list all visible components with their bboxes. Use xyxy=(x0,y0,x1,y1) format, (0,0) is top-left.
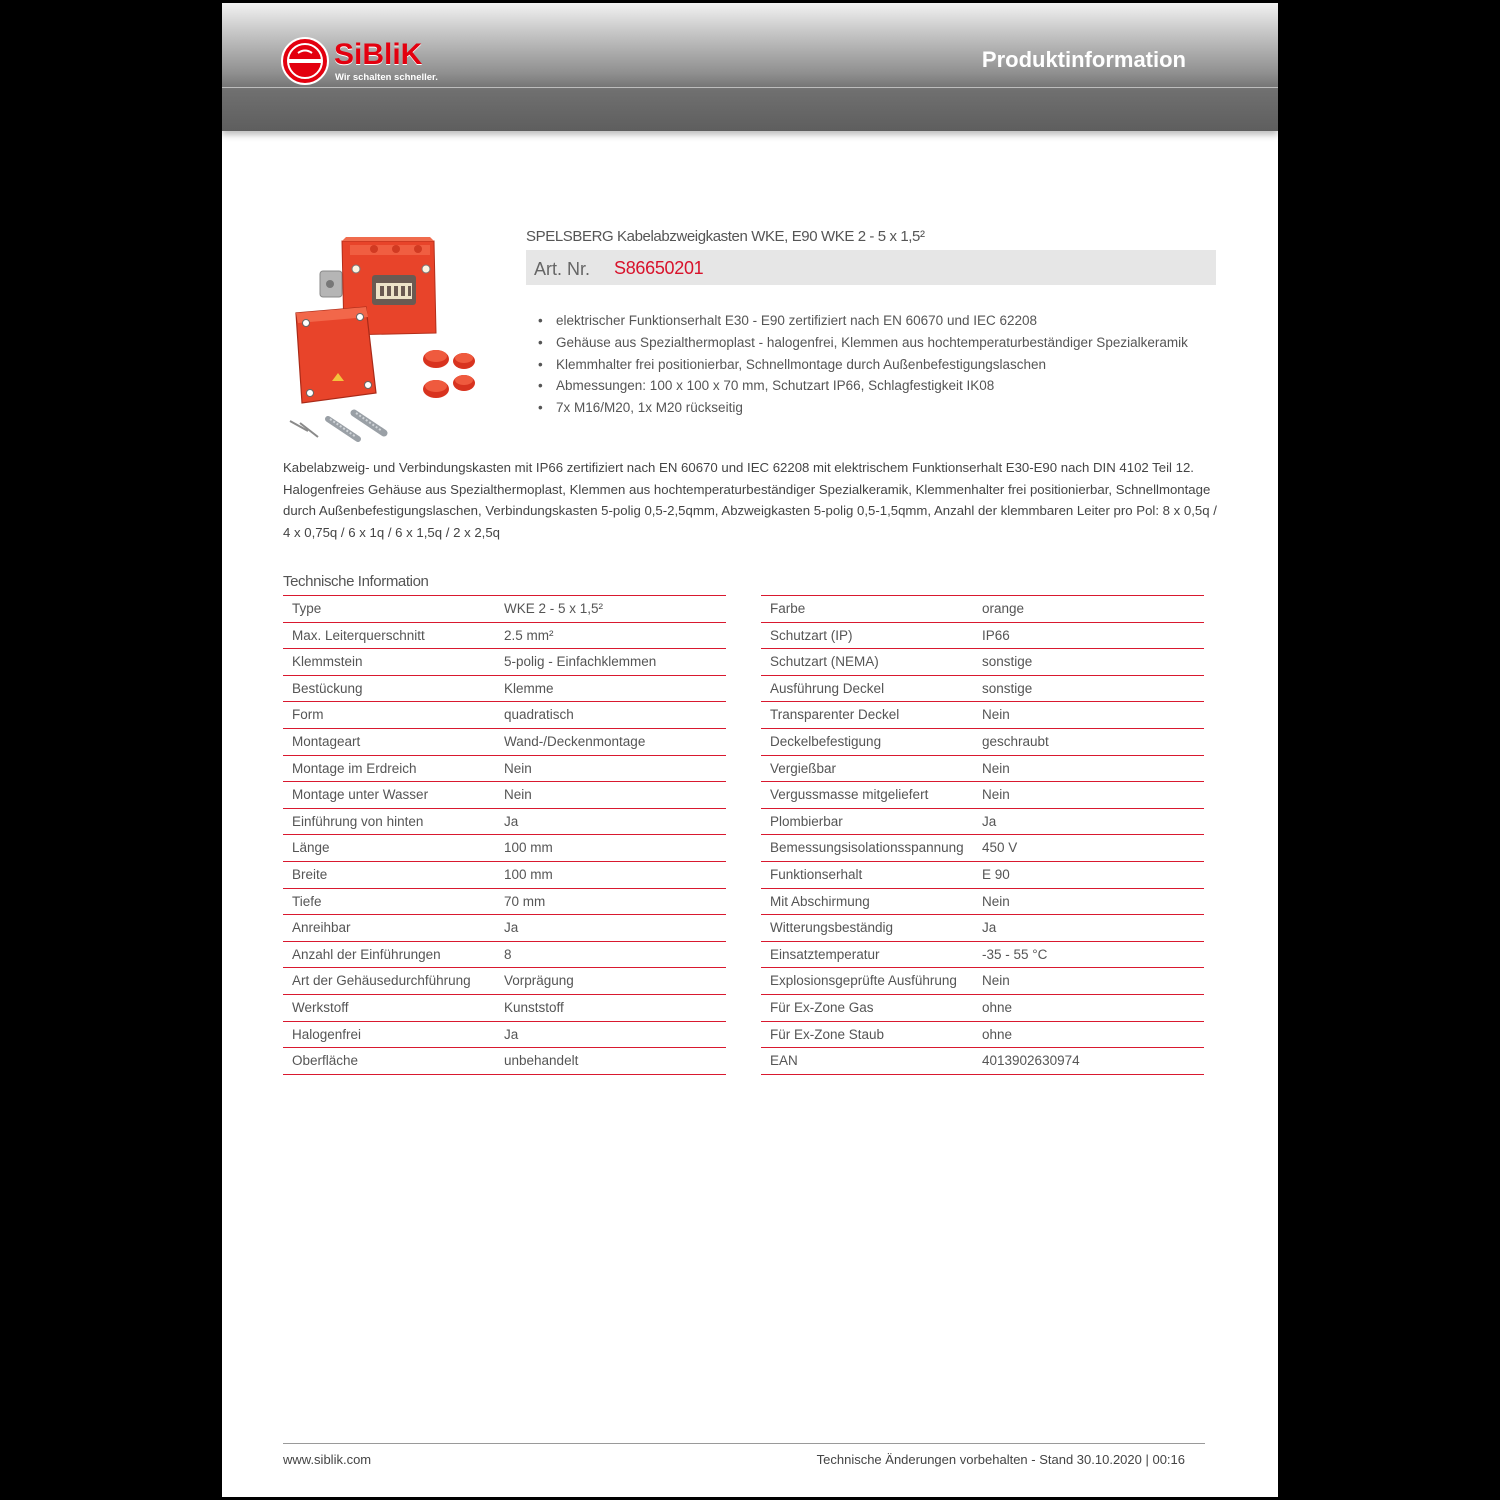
spec-label: Breite xyxy=(292,866,328,882)
spec-label: Tiefe xyxy=(292,893,322,909)
feature-list xyxy=(538,310,1188,419)
spec-value: 100 mm xyxy=(504,866,553,882)
spec-label: Schutzart (NEMA) xyxy=(770,654,879,670)
feature-item: • Klemmhalter frei positionierbar, Schnellmontage durch Außenbefestigungslaschen xyxy=(538,354,1188,376)
spec-label: Montage im Erdreich xyxy=(292,760,417,776)
spec-value: Nein xyxy=(982,893,1010,909)
spec-label: Plombierbar xyxy=(770,813,843,829)
spec-label: Farbe xyxy=(770,601,806,616)
spec-row xyxy=(283,808,726,835)
spec-label: Explosionsgeprüfte Ausführung xyxy=(770,973,957,989)
spec-row xyxy=(761,808,1204,835)
spec-value: geschraubt xyxy=(982,733,1049,749)
spec-label: Einsatztemperatur xyxy=(770,946,880,962)
spec-row xyxy=(283,834,726,861)
spec-row xyxy=(283,622,726,649)
footer-website: www.siblik.com xyxy=(283,1452,372,1467)
spec-label: Bestückung xyxy=(292,680,363,696)
spec-value: Nein xyxy=(982,707,1010,723)
logo-brand-text: SiBliK xyxy=(334,38,423,71)
feature-item: • Abmessungen: 100 x 100 x 70 mm, Schutzart IP66, Schlagfestigkeit IK08 xyxy=(538,375,1188,397)
article-number-value: S86650201 xyxy=(614,258,704,278)
spec-value: Nein xyxy=(504,787,532,803)
spec-label: Montageart xyxy=(292,733,361,749)
spec-value: Nein xyxy=(982,787,1010,803)
product-title: SPELSBERG Kabelabzweigkasten WKE, E90 WKE 2 - 5 x 1,5² xyxy=(526,228,925,245)
spec-row xyxy=(283,648,726,675)
spec-value: 450 V xyxy=(982,840,1018,856)
feature-item: • elektrischer Funktionserhalt E30 - E90 zertifiziert nach EN 60670 und IEC 62208 xyxy=(538,310,1188,332)
spec-value: Nein xyxy=(982,973,1010,989)
spec-row xyxy=(283,675,726,702)
document-page xyxy=(222,3,1278,1497)
spec-row xyxy=(283,781,726,808)
spec-row xyxy=(761,941,1204,968)
spec-label: Für Ex-Zone Staub xyxy=(770,1026,885,1042)
spec-value: sonstige xyxy=(982,680,1033,696)
spec-value: E 90 xyxy=(982,866,1010,882)
spec-label: Art der Gehäusedurchführung xyxy=(292,973,471,989)
spec-label: Anreihbar xyxy=(292,920,351,936)
spec-label: Vergussmasse mitgeliefert xyxy=(770,787,929,803)
spec-value: WKE 2 - 5 x 1,5² xyxy=(504,601,604,616)
spec-value: Nein xyxy=(504,760,532,776)
logo-tagline: Wir schalten schneller. xyxy=(335,72,438,83)
product-description: Kabelabzweig- und Verbindungskasten mit IP66 zertifiziert nach EN 60670 und IEC 62208 mit elektrischem Funktionserhalt E30-E90 nach DIN 4102 Teil 12. Halogenfreies Gehäuse aus Spezialthermoplast, Klemmen aus hochtemperaturbeständiger Spezialkeramik, Klemmenhalter frei positionierbar, Schnellmontage durch Außenbefestigungslaschen, Verbindungskasten 5-polig 0,5-2,5qmm, Abzweigkasten 5-polig 0,5-1,5qmm, Anzahl der klemmbaren Leiter pro Pol: 8 x 0,5q / 4 x 0,75q / 6 x 1q / 6 x 1,5q / 2 x 2,5q xyxy=(283,460,1217,540)
spec-label: Einführung von hinten xyxy=(292,813,424,829)
spec-label: Montage unter Wasser xyxy=(292,787,429,803)
spec-row xyxy=(761,834,1204,861)
spec-row xyxy=(283,728,726,755)
spec-label: Type xyxy=(292,601,322,616)
spec-value: orange xyxy=(982,601,1025,616)
spec-label: Ausführung Deckel xyxy=(770,680,885,696)
spec-label: Bemessungsisolationsspannung xyxy=(770,840,964,856)
spec-value: 5-polig - Einfachklemmen xyxy=(504,654,657,670)
spec-value: 100 mm xyxy=(504,840,553,856)
spec-row xyxy=(283,1047,726,1075)
spec-value: Nein xyxy=(982,760,1010,776)
spec-label: Halogenfrei xyxy=(292,1026,362,1042)
spec-value: ohne xyxy=(982,1026,1013,1042)
spec-label: Witterungsbeständig xyxy=(770,920,894,936)
spec-value: Ja xyxy=(504,920,519,936)
spec-row xyxy=(761,781,1204,808)
spec-value: sonstige xyxy=(982,654,1033,670)
spec-row xyxy=(283,1021,726,1048)
spec-value: Ja xyxy=(982,813,997,829)
spec-label: EAN xyxy=(770,1053,798,1069)
spec-row xyxy=(283,701,726,728)
spec-row xyxy=(761,755,1204,782)
feature-item: • 7x M16/M20, 1x M20 rückseitig xyxy=(538,397,1188,419)
spec-row xyxy=(761,1021,1204,1048)
spec-value: -35 - 55 °C xyxy=(982,946,1048,962)
spec-row xyxy=(283,914,726,941)
spec-row xyxy=(283,967,726,994)
spec-row xyxy=(761,967,1204,994)
spec-row xyxy=(283,888,726,915)
spec-value: Ja xyxy=(504,1026,519,1042)
spec-label: Schutzart (IP) xyxy=(770,627,853,643)
logo-emblem-icon xyxy=(280,36,330,86)
spec-value: Ja xyxy=(982,920,997,936)
spec-label: Funktionserhalt xyxy=(770,866,863,882)
page-title: Produktinformation xyxy=(981,47,1186,72)
spec-row xyxy=(761,701,1204,728)
spec-row xyxy=(761,648,1204,675)
spec-row xyxy=(283,595,726,622)
feature-item: • Gehäuse aus Spezialthermoplast - halogenfrei, Klemmen aus hochtemperaturbeständiger Spezialkeramik xyxy=(538,332,1188,354)
spec-row xyxy=(283,994,726,1021)
spec-table-left xyxy=(283,595,726,1075)
spec-value: Kunststoff xyxy=(504,999,564,1015)
spec-table-right xyxy=(761,595,1204,1075)
spec-value: unbehandelt xyxy=(504,1053,579,1069)
spec-row xyxy=(283,941,726,968)
spec-label: Anzahl der Einführungen xyxy=(292,946,441,962)
product-image xyxy=(286,231,476,446)
spec-row xyxy=(761,914,1204,941)
spec-value: ohne xyxy=(982,999,1013,1015)
spec-value: Wand-/Deckenmontage xyxy=(504,733,646,749)
spec-value: Vorprägung xyxy=(504,973,574,989)
spec-row xyxy=(761,595,1204,622)
page-header xyxy=(222,3,1278,131)
article-number-label: Art. Nr. xyxy=(534,259,591,279)
spec-row xyxy=(761,728,1204,755)
spec-row xyxy=(283,755,726,782)
spec-value: Ja xyxy=(504,813,519,829)
spec-row xyxy=(761,622,1204,649)
spec-label: Deckelbefestigung xyxy=(770,733,882,749)
spec-label: Länge xyxy=(292,840,330,856)
spec-label: Für Ex-Zone Gas xyxy=(770,999,874,1015)
header-divider xyxy=(222,87,1278,88)
spec-value: Klemme xyxy=(504,680,554,696)
siblik-logo xyxy=(280,36,480,86)
spec-value: 4013902630974 xyxy=(982,1053,1080,1069)
spec-value: 8 xyxy=(504,946,512,962)
spec-row xyxy=(761,888,1204,915)
spec-row xyxy=(283,861,726,888)
footer-note: Technische Änderungen vorbehalten - Stand 30.10.2020 | 00:16 xyxy=(816,1452,1185,1467)
spec-label: Oberfläche xyxy=(292,1053,359,1069)
spec-label: Klemmstein xyxy=(292,654,363,670)
spec-label: Mit Abschirmung xyxy=(770,893,870,909)
spec-row xyxy=(761,675,1204,702)
spec-value: quadratisch xyxy=(504,707,574,723)
spec-label: Werkstoff xyxy=(292,999,349,1015)
spec-value: IP66 xyxy=(982,627,1010,643)
spec-row xyxy=(761,994,1204,1021)
spec-label: Form xyxy=(292,707,324,723)
footer-divider xyxy=(283,1443,1205,1444)
spec-label: Transparenter Deckel xyxy=(770,707,900,723)
article-number-bar xyxy=(526,250,1216,285)
spec-value: 2.5 mm² xyxy=(504,627,554,643)
spec-row xyxy=(761,1047,1204,1075)
spec-label: Vergießbar xyxy=(770,760,837,776)
spec-label: Max. Leiterquerschnitt xyxy=(292,627,425,643)
spec-row xyxy=(761,861,1204,888)
spec-value: 70 mm xyxy=(504,893,546,909)
tech-info-heading: Technische Information xyxy=(283,573,429,590)
